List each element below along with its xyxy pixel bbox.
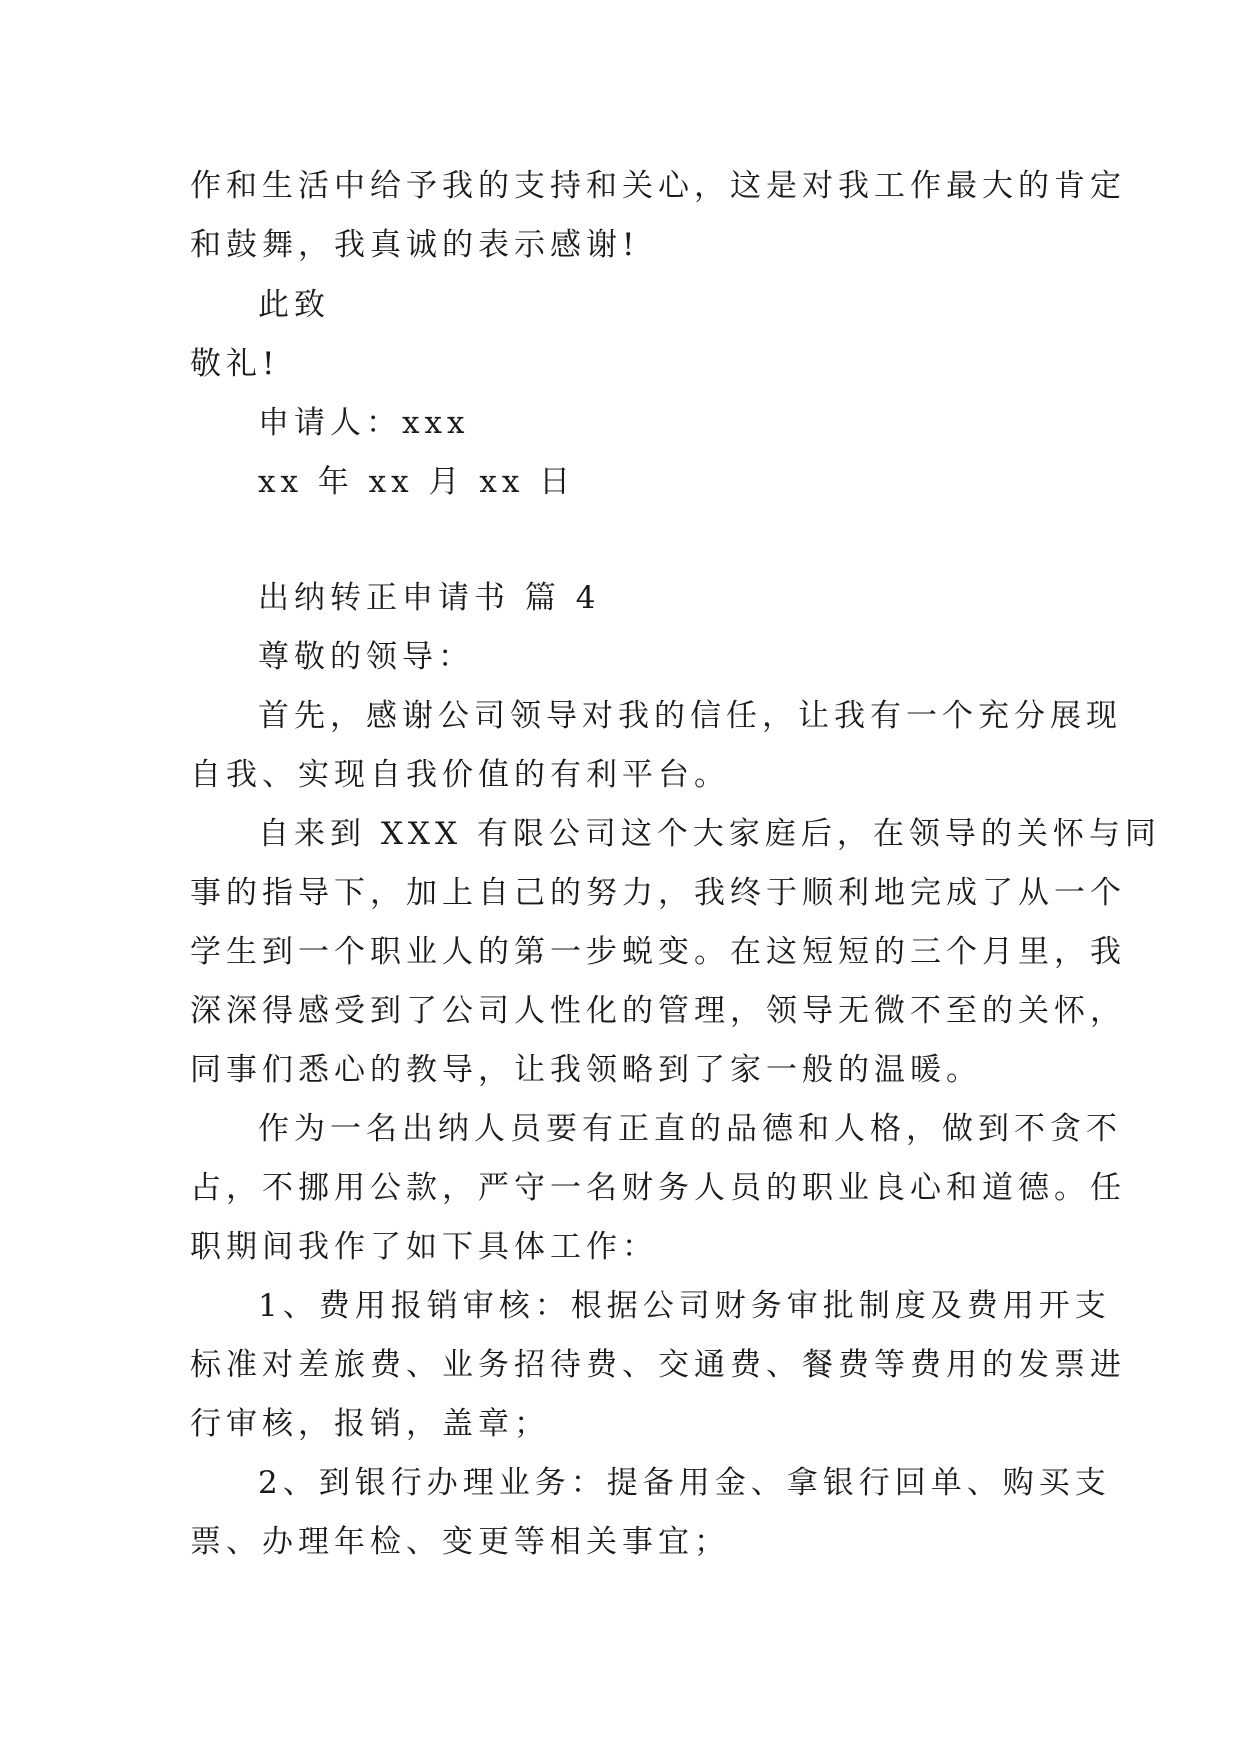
- text-line: 1、费用报销审核：根据公司财务审批制度及费用开支: [258, 1288, 1111, 1324]
- text-line: 深深得感受到了公司人性化的管理，领导无微不至的关怀，: [190, 993, 1126, 1029]
- text-line: 事的指导下，加上自己的努力，我终于顺利地完成了从一个: [190, 875, 1126, 911]
- text-line: 申请人：xxx: [258, 405, 470, 441]
- text-line: 学生到一个职业人的第一步蜕变。在这短短的三个月里，我: [190, 934, 1126, 970]
- text-line: 敬礼!: [190, 346, 280, 382]
- text-line: 2、到银行办理业务：提备用金、拿银行回单、购买支: [258, 1465, 1111, 1501]
- text-line: 同事们悉心的教导，让我领略到了家一般的温暖。: [190, 1052, 982, 1088]
- text-line: 作为一名出纳人员要有正直的品德和人格，做到不贪不: [258, 1111, 1122, 1147]
- text-line: 标准对差旅费、业务招待费、交通费、餐费等费用的发票进: [190, 1347, 1126, 1383]
- text-line: 票、办理年检、变更等相关事宜；: [190, 1524, 730, 1560]
- text-line: 此致: [258, 287, 330, 323]
- text-line: 自我、实现自我价值的有利平台。: [190, 757, 730, 793]
- text-line: xx 年 xx 月 xx 日: [258, 464, 576, 500]
- text-line: 行审核，报销，盖章；: [190, 1406, 550, 1442]
- text-line: 职期间我作了如下具体工作：: [190, 1229, 658, 1265]
- text-line: 自来到 XXX 有限公司这个大家庭后，在领导的关怀与同: [258, 816, 1161, 852]
- text-line: 和鼓舞，我真诚的表示感谢!: [190, 227, 640, 263]
- text-line: 首先，感谢公司领导对我的信任，让我有一个充分展现: [258, 698, 1122, 734]
- text-line: 作和生活中给予我的支持和关心，这是对我工作最大的肯定: [190, 168, 1126, 204]
- text-line: 占，不挪用公款，严守一名财务人员的职业良心和道德。任: [190, 1170, 1126, 1206]
- text-line: 出纳转正申请书 篇 4: [258, 580, 601, 616]
- text-line: 尊敬的领导：: [258, 639, 474, 675]
